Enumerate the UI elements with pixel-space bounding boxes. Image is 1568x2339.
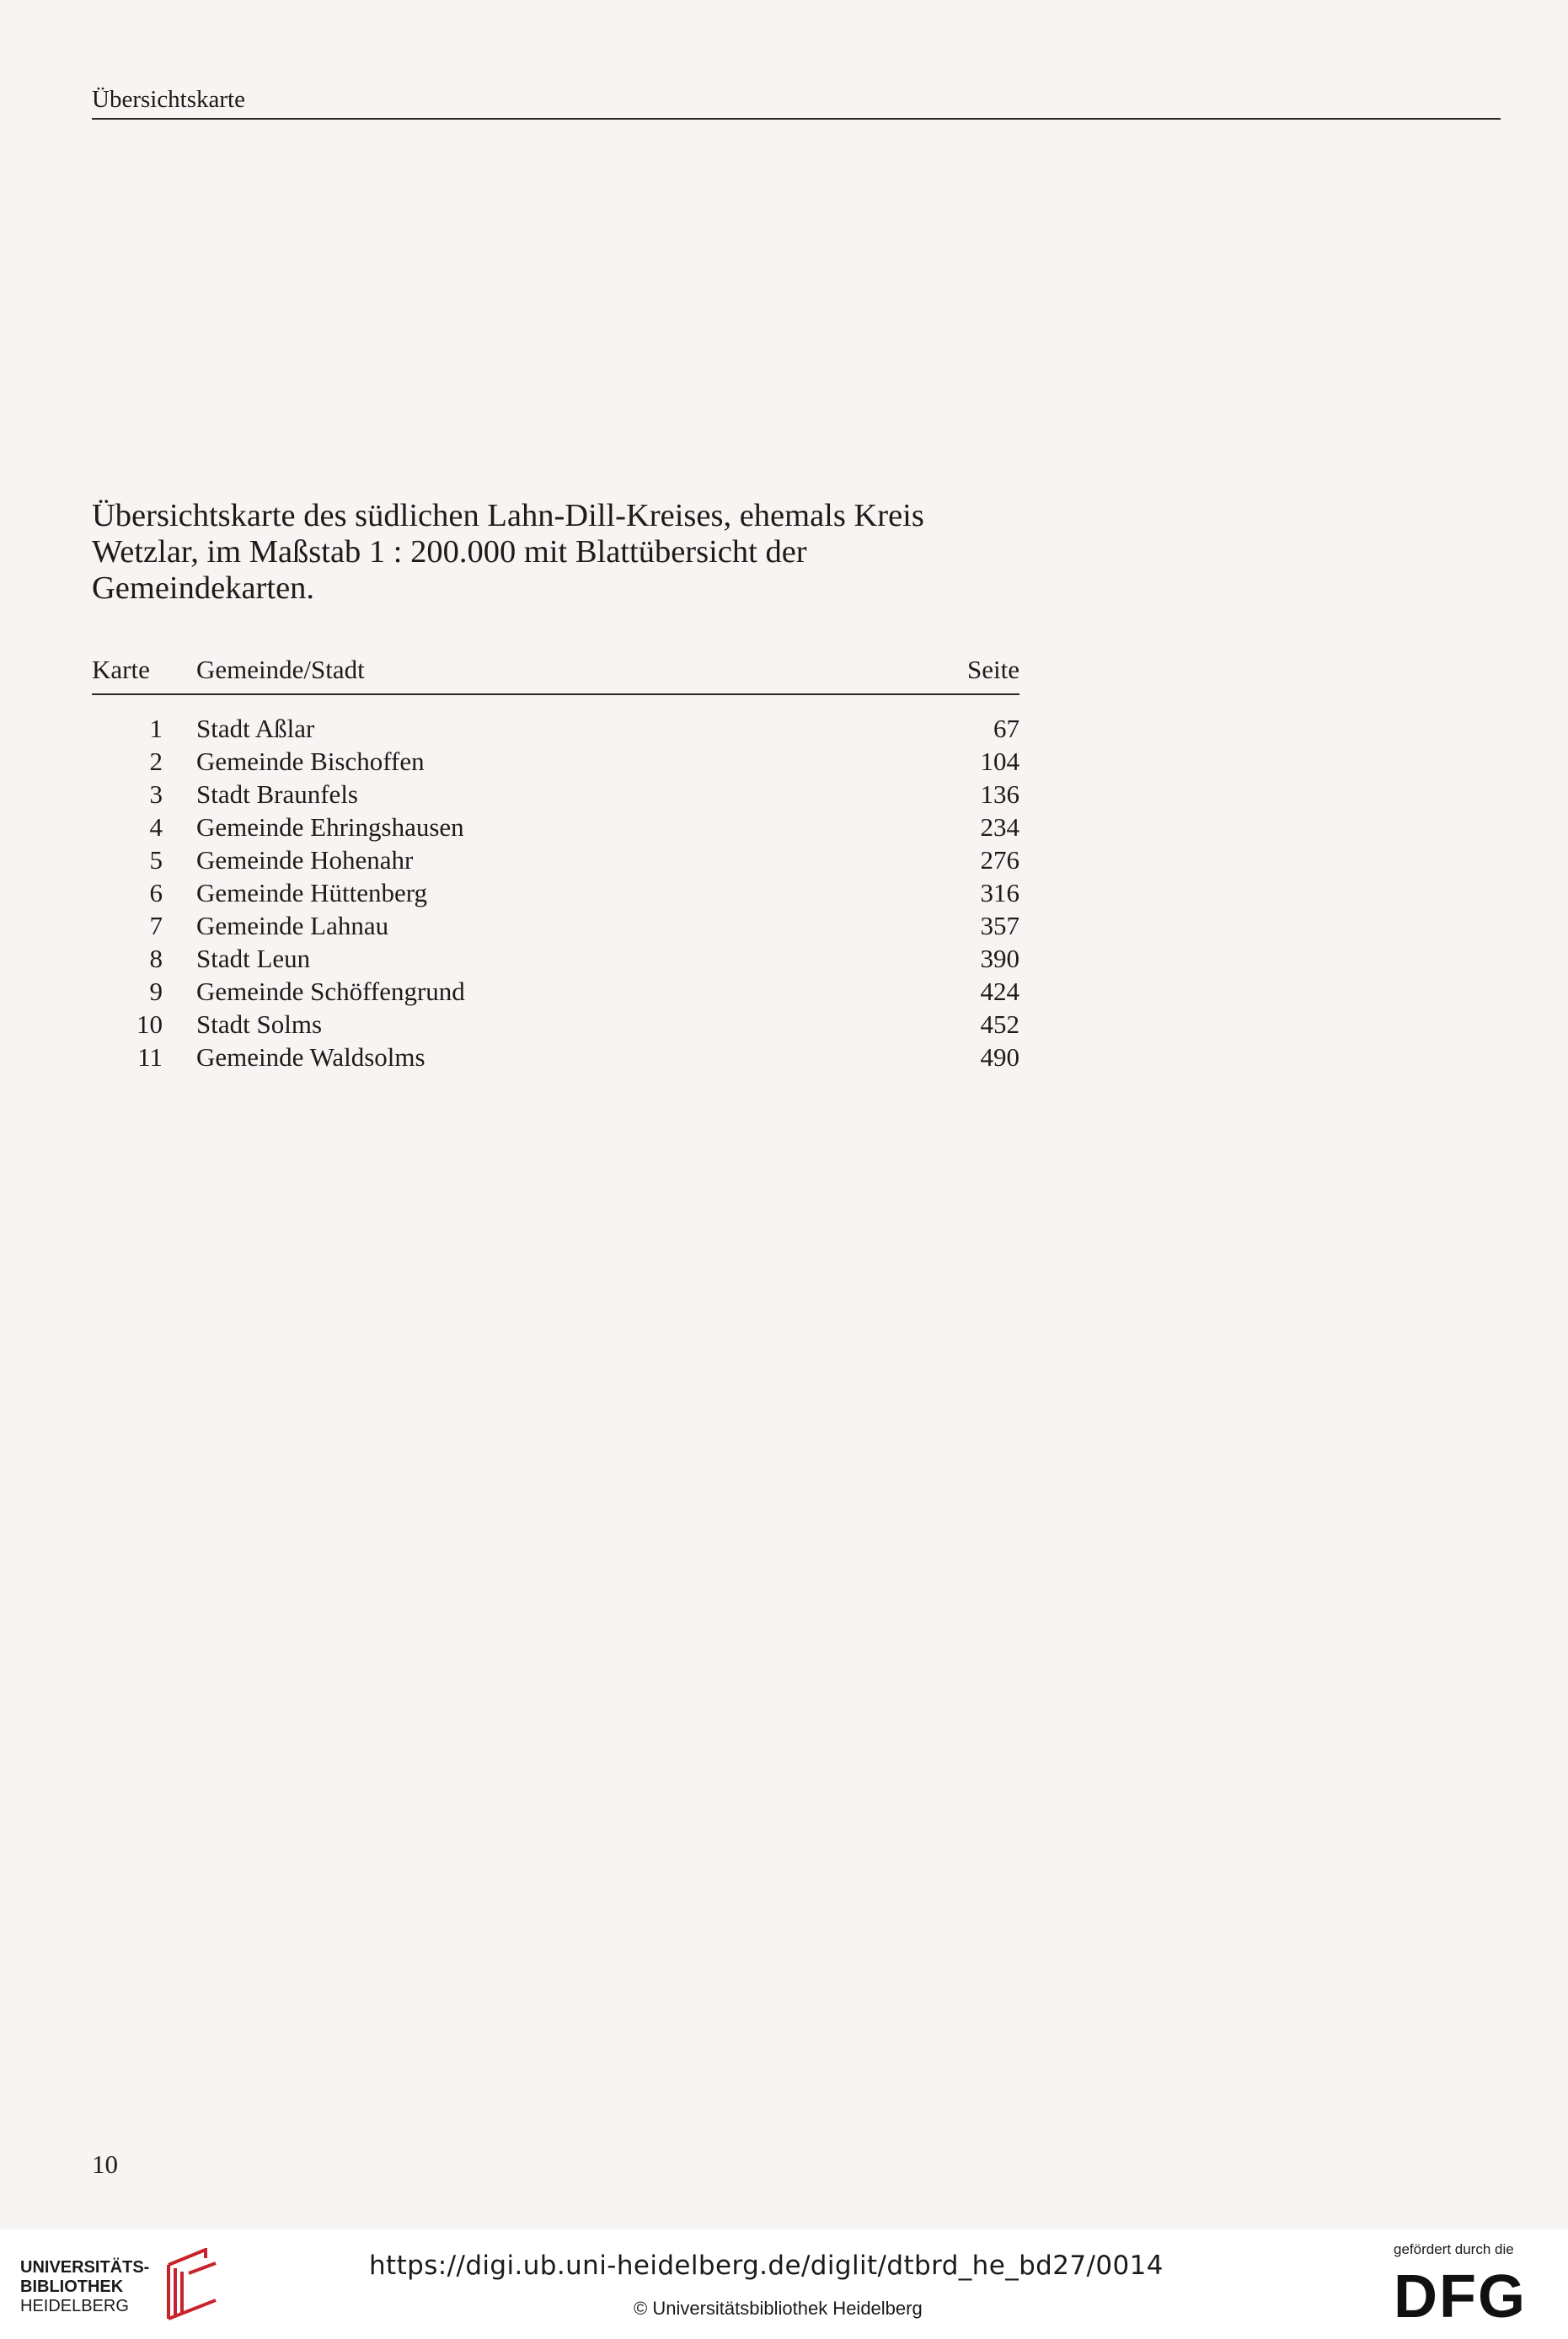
municipality-name: Gemeinde Waldsolms [196,1042,425,1072]
header-gemeinde: Gemeinde/Stadt [196,655,365,684]
table-row [92,944,1019,977]
map-number: 4 [149,812,163,842]
table-row [92,1009,1019,1042]
table-row [92,714,1019,747]
municipality-name: Gemeinde Schöffengrund [196,977,465,1006]
page-reference: 490 [980,1042,1019,1072]
funding-note: gefördert durch die [1394,2241,1514,2257]
table-body [92,714,1019,1075]
permalink-url[interactable]: https://digi.ub.uni-heidelberg.de/diglit/dtbrd_he_bd27/0014 [369,2251,1164,2281]
map-caption: Übersichtskarte des südlichen Lahn-Dill-Kreises, ehemals Kreis Wetzlar, im Maßstab 1 : 200.000 mit Blattübersicht der Gemeindekarten. [92,498,924,606]
map-number: 3 [149,779,163,809]
municipality-name: Stadt Leun [196,944,311,973]
digitization-footer [0,2229,1568,2339]
page-reference: 357 [980,911,1019,940]
library-logo[interactable] [20,2241,227,2326]
map-number: 2 [149,747,163,776]
table-row [92,845,1019,878]
header-karte: Karte [92,655,150,684]
table-row [92,747,1019,779]
municipality-name: Gemeinde Lahnau [196,911,389,940]
map-number: 8 [149,944,163,973]
municipality-name: Stadt Aßlar [196,714,315,743]
map-number: 7 [149,911,163,940]
municipality-name: Stadt Solms [196,1009,323,1039]
table-header [92,655,1019,693]
page-reference: 316 [980,878,1019,907]
table-row [92,911,1019,944]
page-number: 10 [92,2149,118,2179]
table-row [92,1042,1019,1075]
page-reference: 234 [980,812,1019,842]
map-number: 9 [149,977,163,1006]
page-reference: 276 [980,845,1019,875]
table-row [92,812,1019,845]
municipality-name: Stadt Braunfels [196,779,358,809]
library-name-line-1: UNIVERSITÄTS- [20,2258,150,2277]
municipality-name: Gemeinde Bischoffen [196,747,425,776]
map-number: 11 [137,1042,163,1072]
page-reference: 67 [993,714,1019,743]
running-head: Übersichtskarte [92,86,245,113]
header-rule [92,118,1501,120]
page-reference: 390 [980,944,1019,973]
library-mark-icon [157,2248,221,2320]
page-reference: 104 [980,747,1019,776]
header-seite: Seite [967,655,1019,684]
map-number: 10 [136,1009,163,1039]
municipality-name: Gemeinde Hüttenberg [196,878,428,907]
library-name-line-3: HEIDELBERG [20,2297,129,2315]
map-number: 1 [149,714,163,743]
table-header-rule [92,693,1019,695]
table-row [92,779,1019,812]
table-row [92,977,1019,1009]
map-index-table [92,655,1019,1075]
table-row [92,878,1019,911]
page-reference: 136 [980,779,1019,809]
copyright-notice: © Universitätsbibliothek Heidelberg [634,2298,923,2319]
dfg-logo[interactable]: DFG [1394,2263,1527,2331]
library-name-line-2: BIBLIOTHEK [20,2277,124,2296]
map-number: 6 [149,878,163,907]
map-number: 5 [149,845,163,875]
page-reference: 452 [980,1009,1019,1039]
municipality-name: Gemeinde Hohenahr [196,845,414,875]
page-reference: 424 [980,977,1019,1006]
municipality-name: Gemeinde Ehringshausen [196,812,464,842]
